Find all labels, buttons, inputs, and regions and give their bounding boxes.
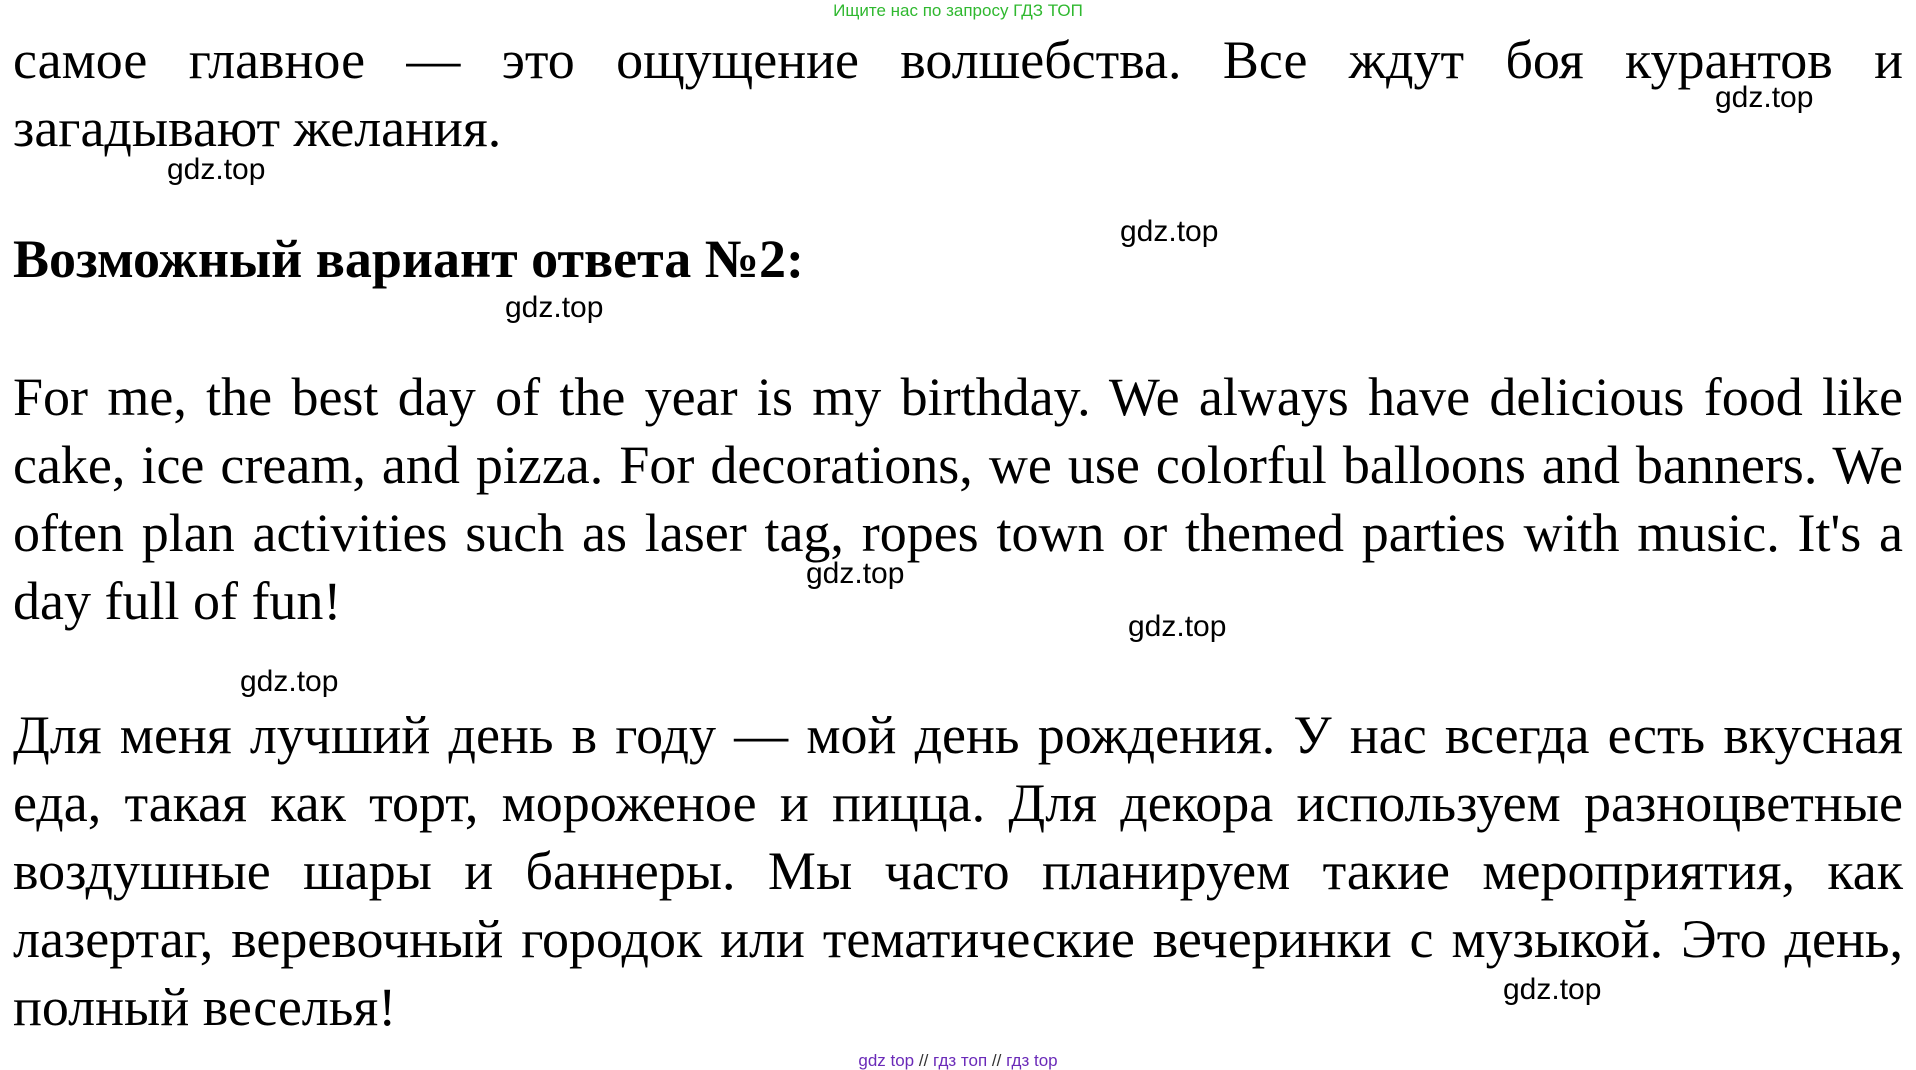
watermark: gdz.top: [505, 291, 604, 324]
footer-separator: //: [991, 1051, 1002, 1070]
watermark: gdz.top: [1128, 610, 1227, 643]
watermark: gdz.top: [240, 665, 339, 698]
intro-paragraph: самое главное — это ощущение волшебства. Все ждут боя курантов и загадывают желания.: [13, 30, 1903, 158]
english-paragraph: For me, the best day of the year is my birthday. We always have delicious food like cake, ice cream, and pizza. For decorations, we use colorful balloons and banners. We often plan activities such as laser tag, ropes town or themed parties with music. It's a day full of fun!: [13, 367, 1903, 631]
footer-links: [0, 1052, 1916, 1070]
watermark: gdz.top: [1503, 973, 1602, 1006]
russian-paragraph: Для меня лучший день в году — мой день рождения. У нас всегда есть вкусная еда, такая как торт, мороженое и пицца. Для декора используем разноцветные воздушные шары и баннеры. Мы часто планируем такие мероприятия, как лазертаг, веревочный городок или тематические вечеринки с музыкой. Это день, полный веселья!: [13, 705, 1903, 1037]
footer-link-gdz-top-ru[interactable]: гдз топ: [933, 1051, 988, 1070]
footer-separator: //: [918, 1051, 929, 1070]
footer-link-gdz-top-mixed[interactable]: гдз top: [1006, 1051, 1058, 1070]
watermark: gdz.top: [806, 557, 905, 590]
footer-link-gdz-top[interactable]: gdz top: [858, 1051, 915, 1070]
answer-heading: Возможный вариант ответа №2:: [13, 229, 805, 289]
search-hint-link[interactable]: Ищите нас по запросу ГДЗ ТОП: [833, 1, 1083, 20]
watermark: gdz.top: [167, 153, 266, 186]
watermark: gdz.top: [1120, 215, 1219, 248]
watermark: gdz.top: [1715, 81, 1814, 114]
